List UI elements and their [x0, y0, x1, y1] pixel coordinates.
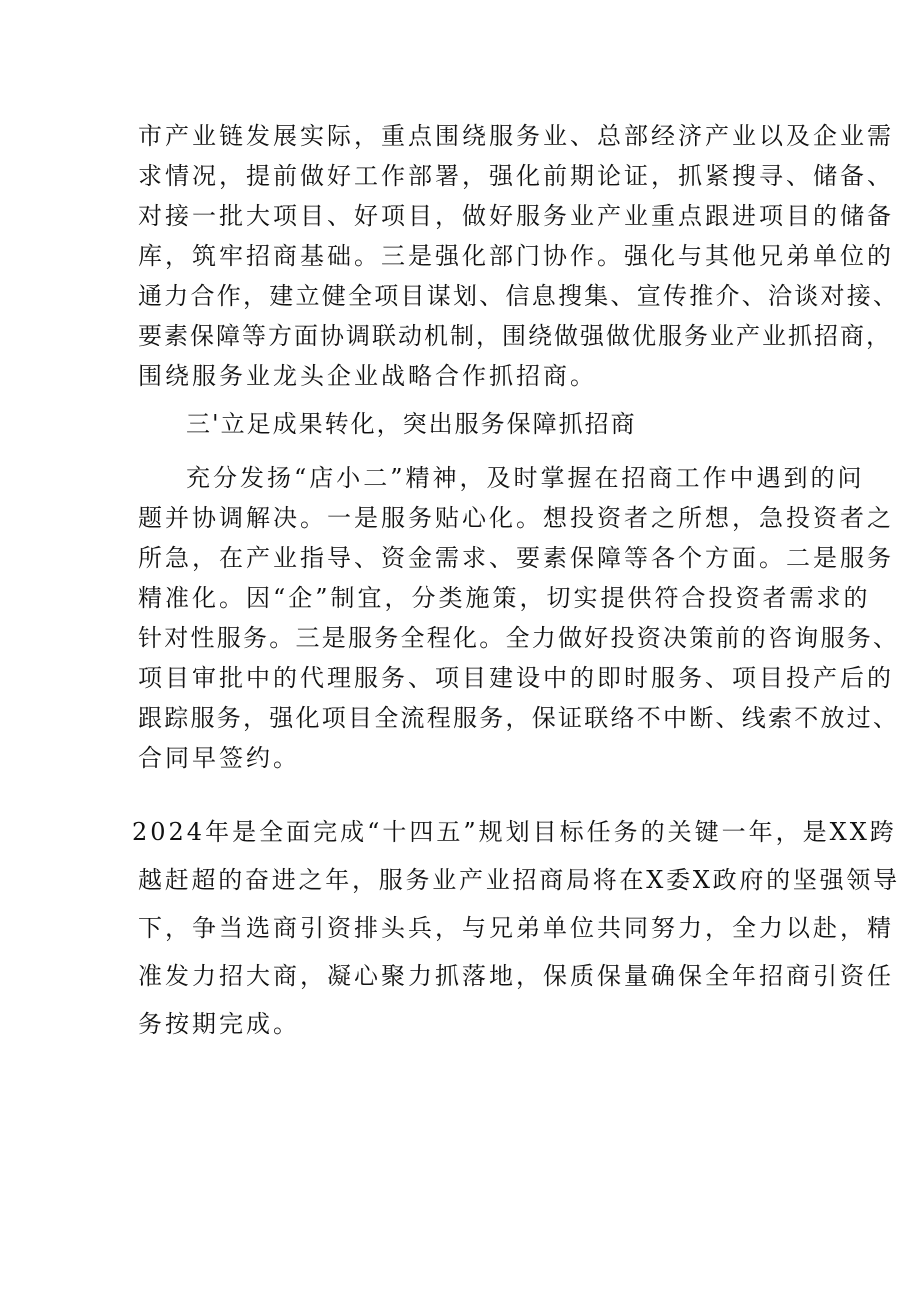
paragraph-line: 题并协调解决。一是服务贴心化。想投资者之所想，急投资者之	[138, 504, 894, 532]
paragraph-line: 要素保障等方面协调联动机制，围绕做强做优服务业产业抓招商，	[138, 322, 892, 350]
paragraph-line: 求情况，提前做好工作部署，强化前期论证，抓紧搜寻、储备、	[138, 162, 894, 190]
paragraph-line: 所急，在产业指导、资金需求、要素保障等各个方面。二是服务	[138, 544, 894, 572]
paragraph-line: 对接一批大项目、好项目，做好服务业产业重点跟进项目的储备	[138, 202, 894, 230]
paragraph-line: 项目审批中的代理服务、项目建设中的即时服务、项目投产后的	[138, 664, 894, 692]
paragraph-line: 围绕服务业龙头企业战略合作抓招商。	[138, 362, 597, 390]
paragraph-line: 针对性服务。三是服务全程化。全力做好投资决策前的咨询服务、	[138, 624, 900, 652]
paragraph-line: 下，争当选商引资排头兵，与兄弟单位共同努力，全力以赴，精	[138, 914, 894, 942]
paragraph-line: 库，筑牢招商基础。三是强化部门协作。强化与其他兄弟单位的	[138, 242, 894, 270]
paragraph-line: 2024年是全面完成“十四五”规划目标任务的关键一年，是XX跨	[132, 818, 897, 846]
paragraph-line: 精准化。因“企”制宜，分类施策，切实提供符合投资者需求的	[138, 584, 871, 612]
paragraph-line: 充分发扬“店小二”精神，及时掌握在招商工作中遇到的问	[186, 464, 865, 492]
paragraph-line: 越赶超的奋进之年，服务业产业招商局将在X委X政府的坚强领导	[138, 866, 900, 894]
section-heading: 三'立足成果转化，突出服务保障抓招商	[186, 410, 637, 438]
paragraph-line: 市产业链发展实际，重点围绕服务业、总部经济产业以及企业需	[138, 122, 894, 150]
paragraph-line: 准发力招大商，凝心聚力抓落地，保质保量确保全年招商引资任	[138, 962, 894, 990]
paragraph-line: 跟踪服务，强化项目全流程服务，保证联络不中断、线索不放过、	[138, 704, 900, 732]
paragraph-line: 务按期完成。	[138, 1010, 300, 1038]
paragraph-line: 通力合作，建立健全项目谋划、信息搜集、宣传推介、洽谈对接、	[138, 282, 900, 310]
paragraph-line: 合同早签约。	[138, 744, 300, 772]
